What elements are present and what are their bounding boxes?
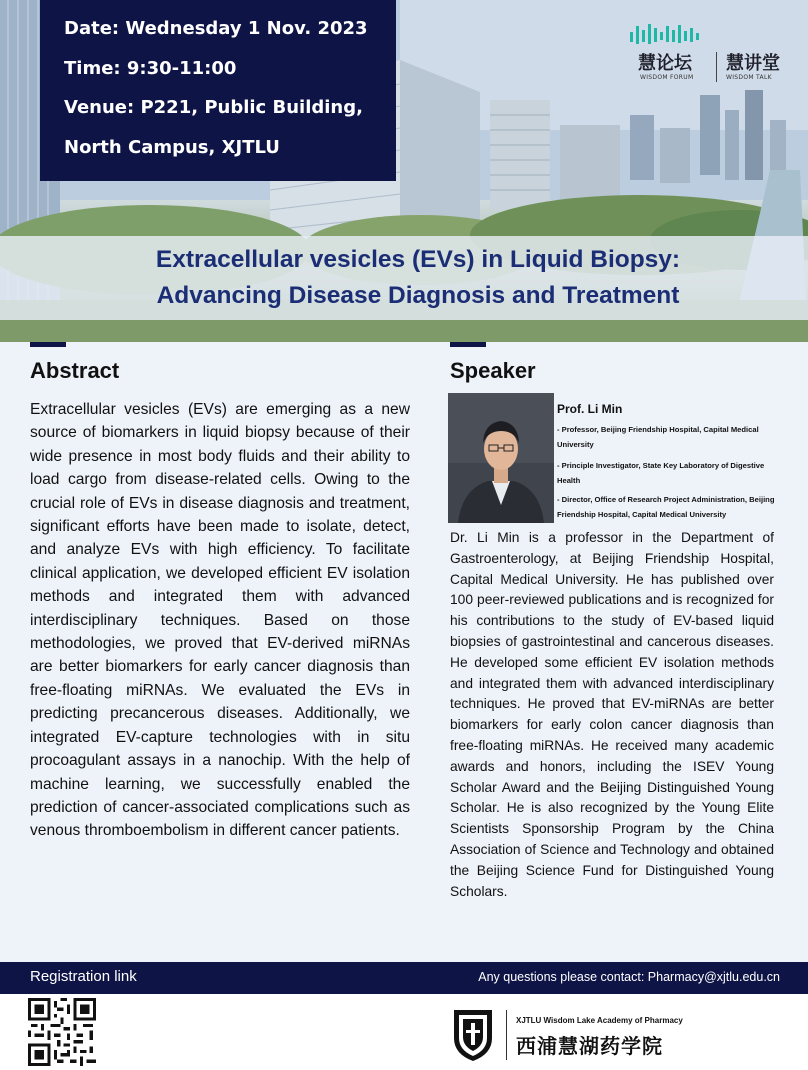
wisdom-forum-logo [624, 22, 784, 84]
footer-bar [0, 962, 808, 994]
forum-cn: 慧论坛 [638, 53, 692, 74]
speaker-accent [450, 342, 486, 347]
content-panel [0, 342, 808, 962]
academy-name-en: XJTLU Wisdom Lake Academy of Pharmacy [516, 1016, 683, 1025]
abstract-heading: Abstract [30, 358, 120, 383]
event-venue-line2: North Campus, XJTLU [64, 137, 280, 158]
event-venue-line1: Venue: P221, Public Building, [64, 97, 363, 118]
hero-banner [0, 0, 808, 342]
registration-link[interactable]: Registration link [30, 968, 137, 985]
speaker-heading: Speaker [450, 358, 536, 383]
forum-en: WISDOM FORUM [640, 74, 694, 81]
abstract-text: Extracellular vesicles (EVs) are emerging as a new source of biomarkers in liquid biopsy because of their wide presence in most body fluids and their ability to load cargo from disease-related cells. Owing to the crucial role of EVs in disease diagnosis and treatment, significant efforts have been made to isolate, detect, and analyze EVs with high efficiency. To facilitate clinical application, we developed efficient EV isolation methods and integrated them with advanced interdisciplinary techniques. Based on those methodologies, we proved that EV-derived miRNAs are better biomarkers for early cancer diagnosis than free-floating miRNAs. We evaluated the EVs in predicting precancerous diseases. Additionally, we integrated EV-capture technologies with in situ procoagulant assays in a nanochip. With the help of machine learning, we successfully enabled the prediction of cancer-associated complications such as venous thromboembolism in different cancer patients. [30, 401, 410, 840]
title-line1: Extracellular vesicles (EVs) in Liquid Biopsy: [155, 246, 681, 273]
speaker-role-2: - Principle Investigator, State Key Laboratory of Digestive Health [557, 461, 765, 485]
sound-wave-icon [628, 22, 708, 46]
registration-qr-code[interactable] [28, 998, 96, 1066]
title-line2: Advancing Disease Diagnosis and Treatment [156, 282, 680, 309]
contact-email[interactable]: Any questions please contact: Pharmacy@xjtlu.edu.cn [478, 970, 780, 984]
speaker-bio: Dr. Li Min is a professor in the Department of Gastroenterology, at Beijing Friendship Hospital, Capital Medical University. He has published over 100 peer-reviewed publications and is recognized for his contributions to the study of EV-based liquid biopsies of gastrointestinal and cancerous diseases. He developed some efficient EV isolation methods and integrated them with advanced interdisciplinary techniques. He proved that EV-miRNAs are better biomarkers for early colon cancer diagnosis than free-floating miRNAs. He received many academic awards and honors, including the ISEV Young Scholar Award and the Beijing Distinguished Young Scholar. He is also recognized by the Young Elite Scientists Sponsorship Program by the China Association of Science and Technology and obtained the Beijing Science Fund for Distinguished Young Scholars. [450, 530, 774, 899]
abstract-accent [30, 342, 66, 347]
event-info-box [40, 0, 396, 181]
talk-cn: 慧讲堂 [726, 53, 780, 74]
academy-divider [506, 1010, 507, 1060]
speaker-role-1: - Professor, Beijing Friendship Hospital, Capital Medical University [557, 425, 759, 449]
speaker-name: Prof. Li Min [557, 402, 623, 416]
academy-logo [452, 1006, 752, 1066]
logo-divider [716, 52, 717, 82]
event-time: Time: 9:30-11:00 [64, 58, 237, 79]
speaker-photo [448, 393, 554, 523]
talk-en: WISDOM TALK [726, 74, 772, 81]
event-date: Date: Wednesday 1 Nov. 2023 [64, 18, 368, 39]
title-band [0, 236, 808, 320]
speaker-role-3: - Director, Office of Research Project Administration, Beijing Friendship Hospital, Capital Medical University [557, 495, 775, 519]
academy-crest-icon [452, 1008, 494, 1062]
academy-name-cn: 西浦慧湖药学院 [516, 1034, 663, 1058]
